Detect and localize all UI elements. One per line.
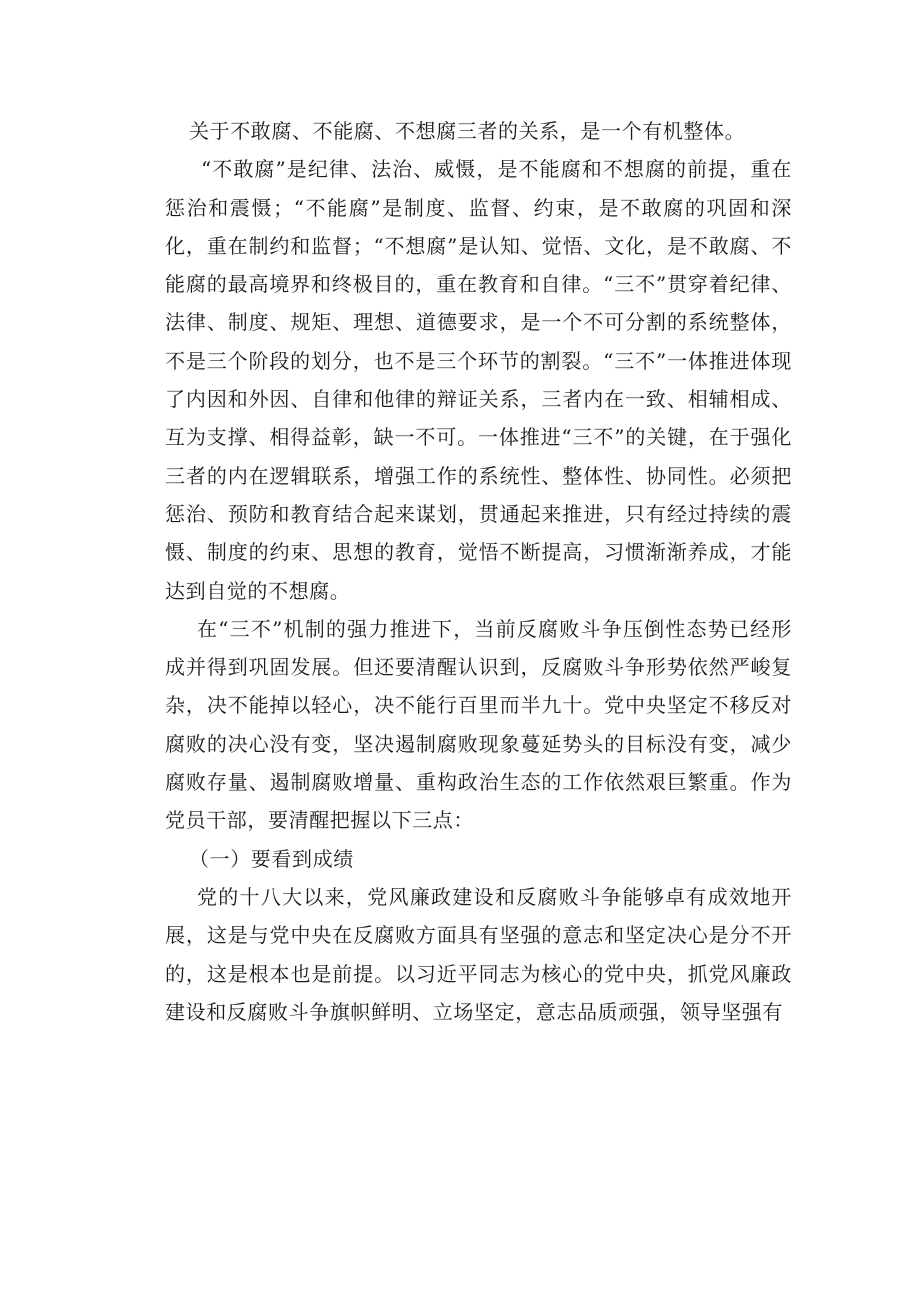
anti-corruption-situation-paragraph: 在“三不”机制的强力推进下，当前反腐败斗争压倒性态势已经形成并得到巩固发展。但还要清醒认识到，反腐败斗争形势依然严峻复杂，决不能掉以轻心，决不能行百里而半九十。党中央坚定不移反对腐败的决心没有变，坚决遏制腐败现象蔓延势头的目标没有变，减少腐败存量、遏制腐败增量、重构政治生态的工作依然艰巨繁重。作为党员干部，要清醒把握以下三点： — [165, 616, 792, 833]
three-no-relationship-paragraph: “不敢腐”是纪律、法治、威慑，是不能腐和不想腐的前提，重在惩治和震慑；“不能腐”是制度、监督、约束，是不敢腐的巩固和深化，重在制约和监督；“不想腐”是认知、觉悟、文化，是不敢腐、不能腐的最高境界和终极目的，重在教育和自律。“三不”贯穿着纪律、法律、制度、规矩、理想、道德要求，是一个不可分割的系统整体，不是三个阶段的划分，也不是三个环节的割裂。“三不”一体推进体现了内因和外因、自律和他律的辩证关系，三者内在一致、相辅相成、互为支撑、相得益彰，缺一不可。一体推进“三不”的关键，在于强化三者的内在逻辑联系，增强工作的系统性、整体性、协同性。必须把惩治、预防和教育结合起来谋划，贯通起来推进，只有经过持续的震慑、制度的约束、思想的教育，觉悟不断提高，习惯渐渐养成，才能达到自觉的不想腐。 — [165, 157, 792, 603]
achievements-paragraph: 党的十八大以来，党风廉政建设和反腐败斗争能够卓有成效地开展，这是与党中央在反腐败方面具有坚强的意志和坚定决心是分不开的，这是根本也是前提。以习近平同志为核心的党中央，抓党风廉政建设和反腐败斗争旗帜鲜明、立场坚定，意志品质顽强，领导坚强有 — [165, 884, 792, 1024]
section-heading: （一）要看到成绩 — [189, 846, 354, 871]
document-body — [165, 112, 792, 1031]
intro-paragraph: 关于不敢腐、不能腐、不想腐三者的关系，是一个有机整体。 — [189, 119, 746, 143]
